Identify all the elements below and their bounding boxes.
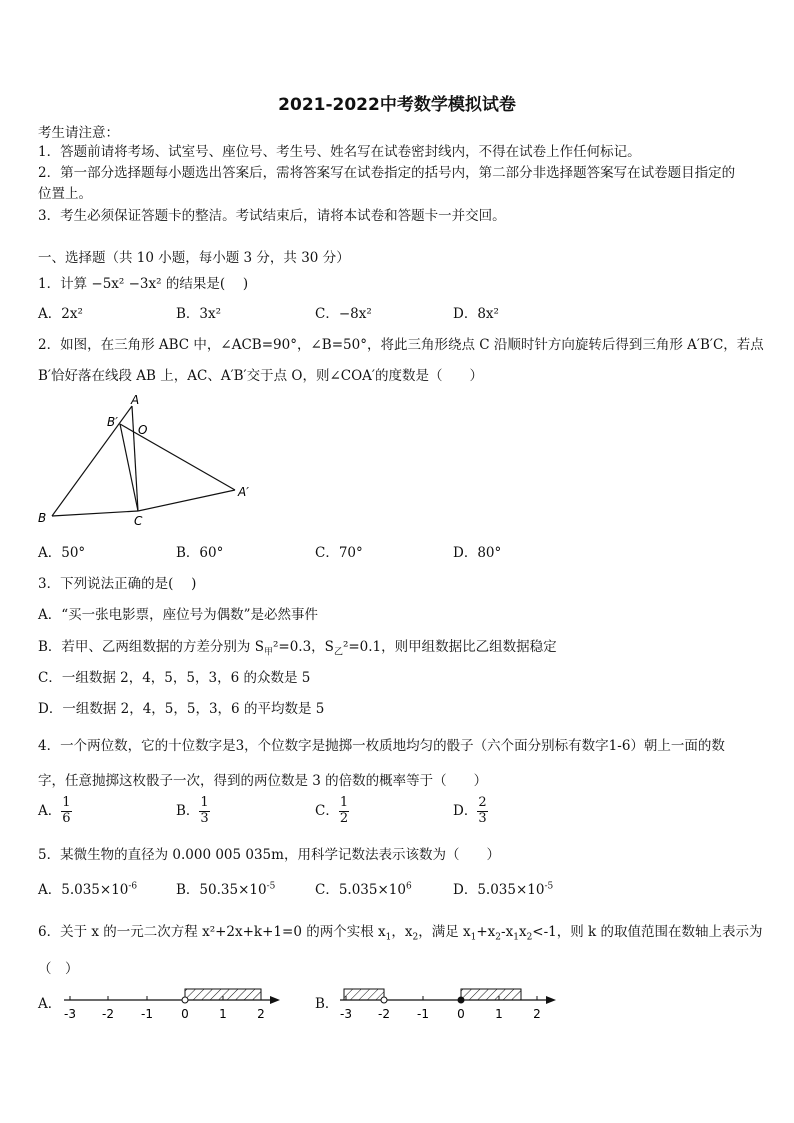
- q6-option-b-label: B．: [315, 996, 339, 1012]
- q5-option-a: A．$5.035\times 10^{-6}$: [38, 881, 138, 898]
- q6-option-a-label: A．: [38, 996, 62, 1012]
- q1-option-a: A．2x²: [38, 306, 83, 322]
- section-heading: 一、选择题（共 10 小题，每小题 3 分，共 30 分）: [38, 250, 350, 266]
- q3-option-a: A．“买一张电影票，座位号为偶数”是必然事件: [38, 607, 319, 623]
- q1-option-c: C．−8x²: [315, 306, 372, 322]
- q5-option-b: B．$50.35\times 10^{-5}$: [176, 881, 276, 898]
- q3-option-c: C．一组数据 2，4，5，5，3，6 的众数是 5: [38, 670, 311, 686]
- open-circle-0: [182, 997, 188, 1003]
- label-c: C: [134, 514, 143, 528]
- segment-bc: [52, 511, 138, 516]
- tick-label: 0: [181, 1007, 189, 1021]
- q5-option-c: C．$5.035\times 10^6$: [315, 881, 412, 898]
- solution-region-right: [461, 989, 521, 1000]
- q3-option-b: B．若甲、乙两组数据的方差分别为 $S_甲^2=0.3$，$S_乙^2=0.1$，则甲组数据比乙组数据稳定: [38, 639, 557, 658]
- q1-stem: 1．计算 −5x² −3x² 的结果是( ): [38, 276, 249, 292]
- notice-item-1: 1．答题前请将考场、试室号、座位号、考生号、姓名写在试卷密封线内，不得在试卷上作任何标记。: [38, 144, 641, 160]
- q1-option-b: B．3x²: [176, 306, 222, 322]
- tick-label: 0: [457, 1007, 465, 1021]
- solution-region: [185, 989, 261, 1000]
- segment-cap: [138, 490, 235, 511]
- q4-option-a: A． $\frac{1}{6}$: [38, 795, 71, 826]
- q2-stem-line1: 2．如图，在三角形 ABC 中，∠ACB=90°，∠B=50°，将此三角形绕点 C 沿顺时针方向旋转后得到三角形 A′B′C，若点: [38, 337, 764, 353]
- tick-label: 1: [495, 1007, 503, 1021]
- q3-stem: 3．下列说法正确的是( ): [38, 576, 197, 592]
- q1-option-d: D．8x²: [453, 306, 499, 322]
- q4-stem-line1: 4．一个两位数，它的十位数字是3，个位数字是抛掷一枚质地均匀的骰子（六个面分别标有数字1-6）朝上一面的数: [38, 738, 725, 754]
- q4-option-c: C． $\frac{1}{2}$: [315, 795, 349, 826]
- tick-label: 2: [257, 1007, 265, 1021]
- q4-option-d: D． $\frac{2}{3}$: [453, 795, 487, 826]
- label-b-prime: B′: [107, 415, 118, 429]
- q4-stem-line2: 字，任意抛掷这枚骰子一次，得到的两位数是 3 的倍数的概率等于（ ）: [38, 773, 488, 789]
- tick-label: -3: [64, 1007, 76, 1021]
- q2-stem-line2: B′恰好落在线段 AB 上，AC、A′B′交于点 O，则∠COA′的度数是（ ）: [38, 368, 483, 384]
- notice-item-3: 3．考生必须保证答题卡的整洁。考试结束后，请将本试卷和答题卡一并交回。: [38, 208, 506, 224]
- tick-label: -2: [102, 1007, 114, 1021]
- segment-ab: [52, 406, 132, 516]
- q2-option-d: D．80°: [453, 545, 502, 561]
- notice-heading: 考生请注意：: [38, 125, 119, 141]
- tick-label: -2: [378, 1007, 390, 1021]
- tick-label: 1: [219, 1007, 227, 1021]
- label-b: B: [38, 511, 47, 525]
- notice-item-2-cont: 位置上。: [38, 186, 92, 202]
- label-a-prime: A′: [238, 485, 249, 499]
- q6-number-line-a: [60, 980, 290, 1024]
- q6-stem: 6．关于 x 的一元二次方程 x²+2x+k+1=0 的两个实根 $x_1$，$x_2$，满足 $x_1+x_2-x_1x_2<-1$，则 k 的取值范围在数轴上表示为: [38, 924, 763, 943]
- tick-label: -1: [141, 1007, 153, 1021]
- tick-label: -3: [340, 1007, 352, 1021]
- q5-stem: 5．某微生物的直径为 0.000 005 035m，用科学记数法表示该数为（ ）: [38, 847, 500, 863]
- label-o: O: [138, 423, 148, 437]
- q6-number-line-b: [336, 980, 566, 1024]
- q2-option-b: B．60°: [176, 545, 224, 561]
- tick-label: -1: [417, 1007, 429, 1021]
- q2-triangle-figure: [30, 390, 270, 530]
- q2-option-c: C．70°: [315, 545, 363, 561]
- q4-option-b: B． $\frac{1}{3}$: [176, 795, 209, 826]
- solution-region-left: [344, 989, 384, 1000]
- q6-stem-line2: （ ）: [38, 961, 79, 977]
- q5-option-d: D．$5.035\times 10^{-5}$: [453, 881, 554, 898]
- notice-item-2: 2．第一部分选择题每小题选出答案后，需将答案写在试卷指定的括号内，第二部分非选择题答案写在试卷题目指定的: [38, 165, 736, 181]
- tick-label: 2: [533, 1007, 541, 1021]
- axis-arrow-icon: [270, 996, 280, 1004]
- q3-option-d: D．一组数据 2，4，5，5，3，6 的平均数是 5: [38, 701, 325, 717]
- q2-option-a: A．50°: [38, 545, 86, 561]
- label-a: A: [131, 393, 140, 407]
- axis-arrow-icon: [546, 996, 556, 1004]
- page-title: 2021-2022中考数学模拟试卷: [278, 95, 516, 115]
- filled-circle-0: [458, 997, 464, 1003]
- open-circle-neg2: [381, 997, 387, 1003]
